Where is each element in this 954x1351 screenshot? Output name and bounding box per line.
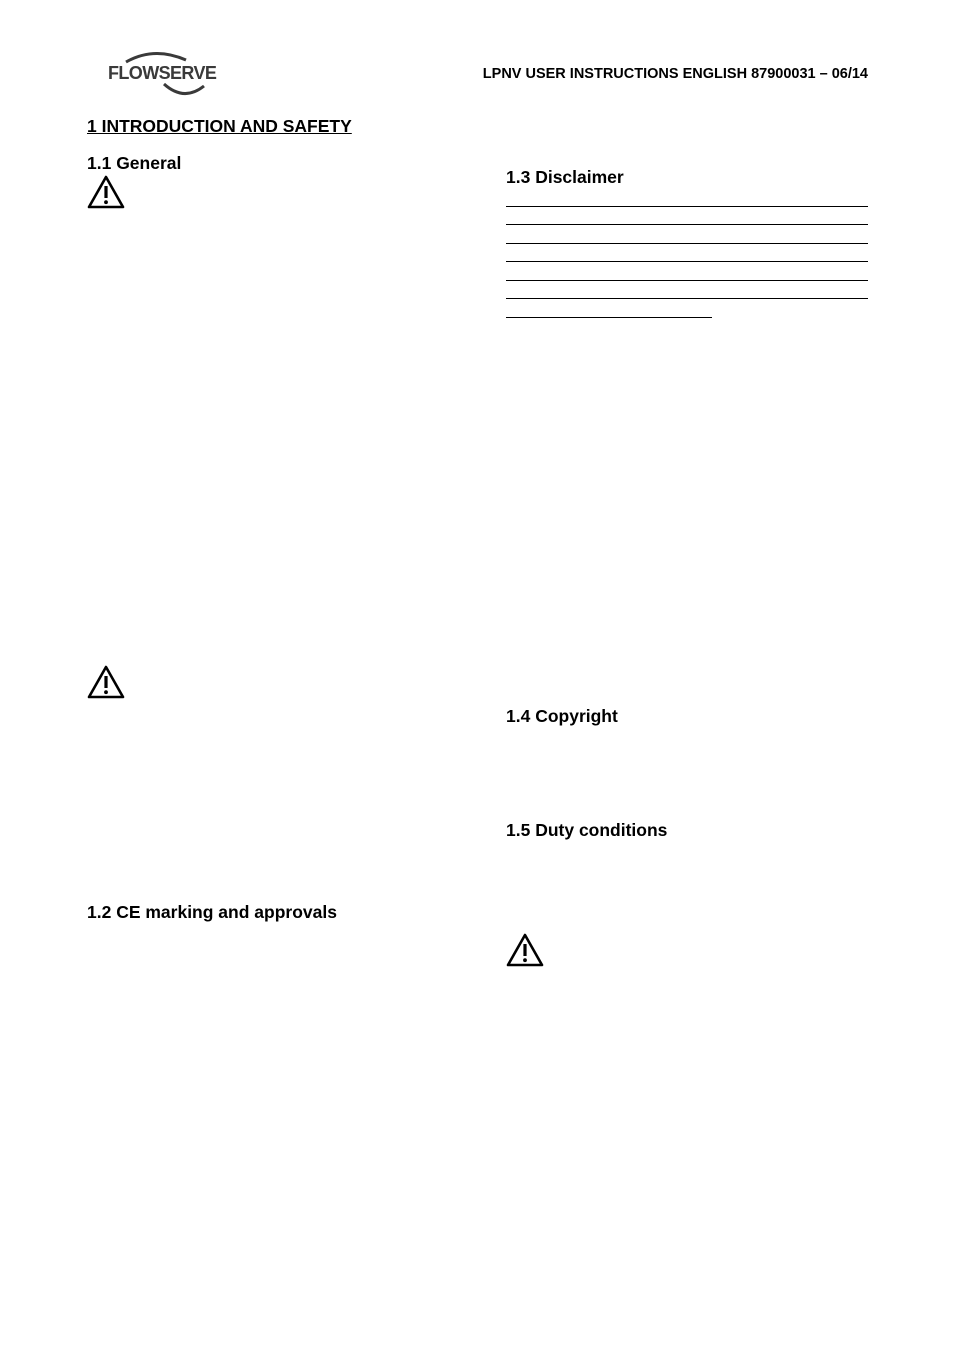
disclaimer-rule	[506, 261, 868, 262]
disclaimer-rule	[506, 243, 868, 244]
disclaimer-rule	[506, 224, 868, 225]
heading-disclaimer: 1.3 Disclaimer	[506, 167, 624, 187]
flowserve-logo	[104, 50, 220, 100]
warning-triangle-icon	[86, 174, 126, 210]
warning-triangle-icon	[505, 932, 545, 968]
warning-triangle-icon	[86, 664, 126, 700]
section-title-introduction: 1 INTRODUCTION AND SAFETY	[87, 116, 352, 136]
disclaimer-rule	[506, 280, 868, 281]
document-reference: LPNV USER INSTRUCTIONS ENGLISH 87900031 – 06/14	[482, 66, 868, 82]
heading-duty-conditions: 1.5 Duty conditions	[506, 820, 668, 840]
disclaimer-rule	[506, 317, 712, 318]
heading-copyright: 1.4 Copyright	[506, 706, 618, 726]
logo-wordmark: FLOWSERVE	[108, 63, 217, 83]
disclaimer-rule	[506, 298, 868, 299]
heading-ce-marking: 1.2 CE marking and approvals	[87, 902, 337, 922]
disclaimer-rule	[506, 206, 868, 207]
heading-general: 1.1 General	[87, 153, 182, 173]
